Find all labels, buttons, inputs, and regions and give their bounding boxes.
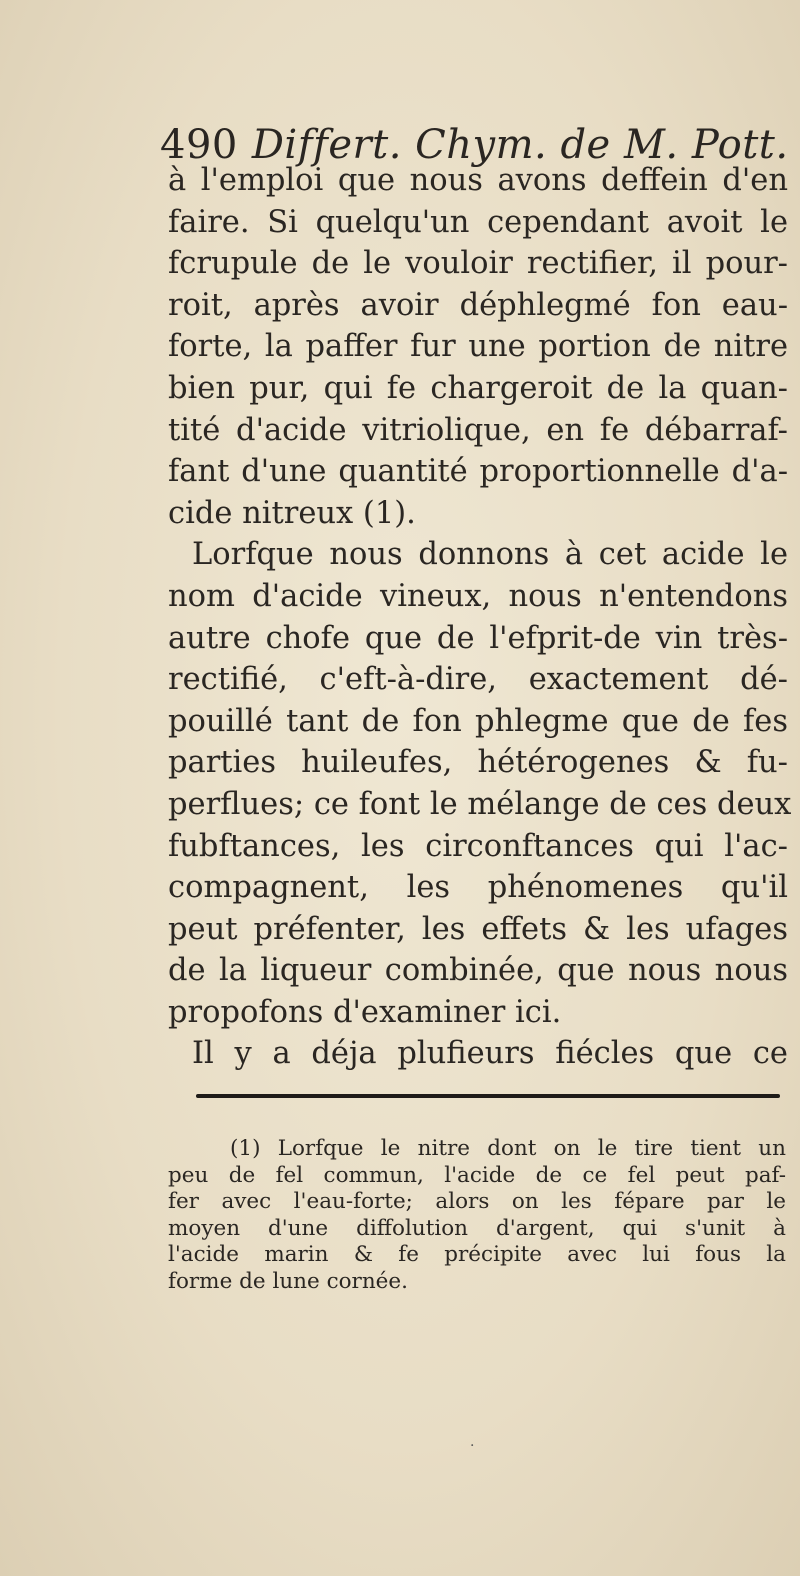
text-line: autre chofe que de l'efprit-de vin très- [168, 620, 788, 656]
text-line: forte, la paffer fur une portion de nitre [168, 329, 788, 365]
footnote-line: (1) Lorfque le nitre dont on le tire tient un [230, 1136, 786, 1161]
text-line: fcrupule de le vouloir rectifier, il pour- [168, 246, 788, 282]
text-line: fant d'une quantité proportionnelle d'a- [168, 454, 788, 490]
paper-speck: · [470, 1438, 475, 1454]
text-line: roit, après avoir déphlegmé fon eau- [168, 287, 788, 323]
page-number: 490 [160, 122, 238, 168]
text-line: pouillé tant de fon phlegme que de fes [168, 703, 788, 739]
text-line: tité d'acide vitriolique, en fe débarraf- [168, 412, 788, 448]
main-text [168, 160, 792, 1075]
text-line: peut préfenter, les effets & les ufages [168, 911, 788, 947]
footnote-line: l'acide marin & fe précipite avec lui fous la [168, 1242, 786, 1267]
footnote [168, 1136, 786, 1295]
text-line: propofons d'examiner ici. [168, 994, 562, 1030]
text-line: compagnent, les phénomenes qu'il [168, 870, 788, 906]
running-title: Differt. Chym. de M. Pott. [251, 122, 789, 168]
text-line: cide nitreux (1). [168, 495, 416, 531]
footnote-line: moyen d'une diffolution d'argent, qui s'unit à [168, 1215, 786, 1241]
text-line: rectifié, c'eft-à-dire, exactement dé- [168, 662, 788, 698]
footnote-line: fer avec l'eau-forte; alors on les fépare par le [168, 1189, 786, 1214]
paragraph-start-line: Il y a déja plufieurs fiécles que ce [192, 1036, 788, 1072]
footnote-line: peu de fel commun, l'acide de ce fel peut paf- [168, 1162, 786, 1188]
text-line: bien pur, qui fe chargeroit de la quan- [168, 370, 788, 406]
paragraph-start-line: Lorfque nous donnons à cet acide le [192, 537, 788, 573]
text-line: perflues; ce font le mélange de ces deux [168, 786, 792, 822]
text-line: parties huileufes, hétérogenes & fu- [168, 745, 788, 781]
text-line: faire. Si quelqu'un cependant avoit le [168, 204, 788, 240]
text-line: fubftances, les circonftances qui l'ac- [168, 828, 788, 864]
text-line: nom d'acide vineux, nous n'entendons [168, 578, 788, 614]
text-line: à l'emploi que nous avons deffein d'en [168, 163, 788, 198]
footnote-line: forme de lune cornée. [168, 1268, 408, 1294]
footnote-divider [196, 1094, 780, 1098]
text-line: de la liqueur combinée, que nous nous [168, 953, 788, 989]
